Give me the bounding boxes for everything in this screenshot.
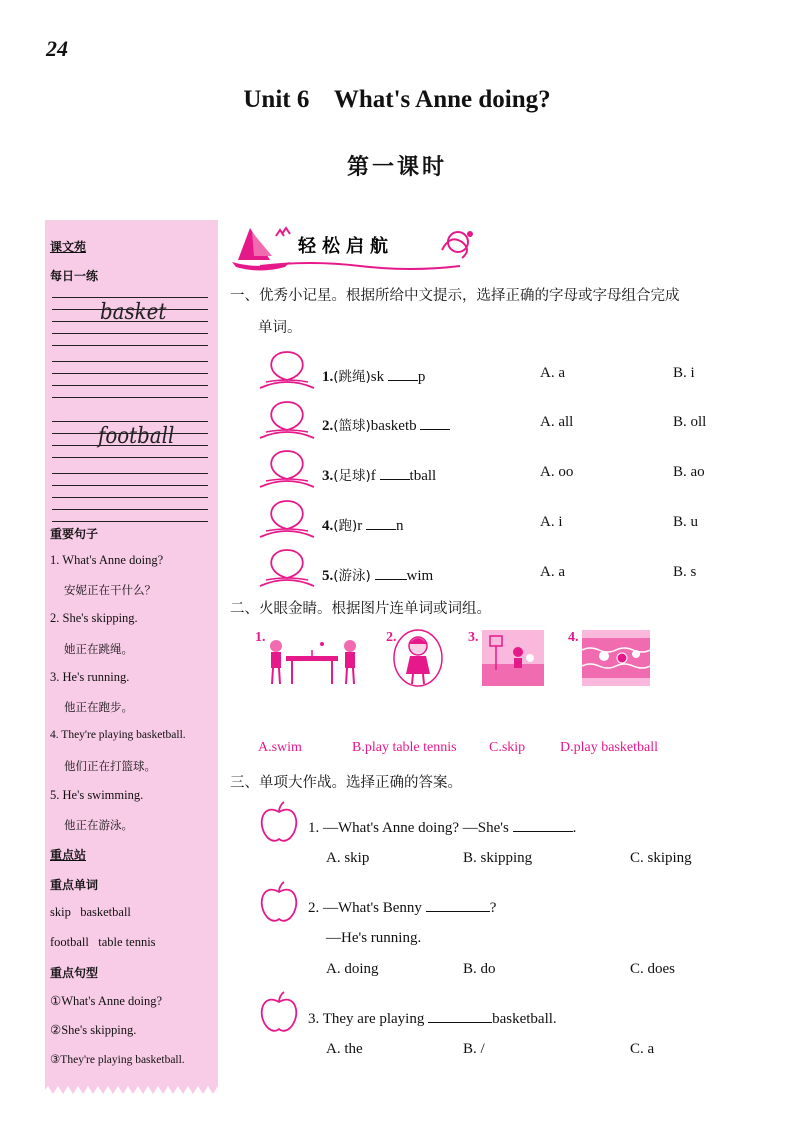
match-option[interactable]: D.play basketball: [560, 740, 658, 755]
item-number: 4.: [322, 518, 334, 534]
pattern: ①What's Anne doing?: [50, 994, 163, 1008]
option-b[interactable]: B. u: [673, 514, 699, 530]
question-1: [308, 819, 576, 837]
option-b[interactable]: B. skipping: [463, 850, 533, 866]
answer-blank[interactable]: [426, 899, 490, 912]
key-point-station: 重点站: [50, 848, 87, 862]
item-hint: (游泳): [333, 568, 371, 584]
match-option[interactable]: B.play table tennis: [352, 740, 457, 755]
option-a[interactable]: A. all: [540, 414, 574, 430]
sentence-zh: 他们正在打篮球。: [64, 759, 156, 773]
part2-instruction: 二、火眼金睛。根据图片连单词或词组。: [230, 601, 491, 617]
option-b[interactable]: B. ao: [673, 464, 705, 480]
banner-title: 轻松启航: [298, 236, 394, 257]
picture-number: 1.: [255, 630, 266, 645]
lesson-title: 第一课时: [346, 155, 447, 180]
key-words-heading: 重点单词: [50, 878, 99, 892]
answer-blank[interactable]: [380, 467, 410, 480]
daily-practice-label: 每日一练: [50, 269, 99, 283]
peach-icon: [256, 348, 318, 392]
peach-icon: [256, 398, 318, 442]
answer-blank[interactable]: [428, 1010, 492, 1023]
unit-title: Unit 6 What's Anne doing?: [243, 86, 551, 113]
answer-blank[interactable]: [366, 517, 396, 530]
question-2: [308, 899, 496, 917]
item-hint: (篮球): [333, 418, 371, 434]
question-text: 1. —What's Anne doing? —She's: [308, 820, 509, 836]
sentence-en: 3. He's running.: [50, 670, 130, 684]
question-text: 2. —What's Benny: [308, 900, 422, 916]
option-a[interactable]: A. doing: [326, 961, 379, 977]
item-suffix: wim: [406, 568, 434, 584]
pattern: ③They're playing basketball.: [50, 1054, 185, 1066]
option-c[interactable]: C. a: [630, 1041, 655, 1057]
apple-icon: [256, 800, 302, 844]
question-end: .: [572, 820, 577, 836]
answer-blank[interactable]: [513, 819, 573, 832]
question-end: ?: [489, 900, 497, 916]
answer-blank[interactable]: [420, 417, 450, 430]
option-c[interactable]: C. skiping: [630, 850, 692, 866]
part3-instruction: 三、单项大作战。选择正确的答案。: [230, 775, 462, 791]
option-b[interactable]: B. i: [673, 365, 695, 381]
option-b[interactable]: B. do: [463, 961, 496, 977]
picture-number: 2.: [386, 630, 397, 645]
sidebar-section-title: 课文苑: [50, 240, 87, 254]
option-a[interactable]: A. a: [540, 564, 565, 580]
item-prefix: f: [370, 468, 376, 484]
key-words-line: football table tennis: [50, 935, 156, 949]
option-a[interactable]: A. a: [540, 365, 565, 381]
item-hint: (跑): [333, 518, 358, 534]
item-prefix: r: [357, 518, 363, 534]
picture-number: 4.: [568, 630, 579, 645]
question-text: 3. They are playing: [308, 1011, 425, 1027]
item-number: 1.: [322, 369, 334, 385]
sentence-en: 1. What's Anne doing?: [50, 553, 164, 567]
part1-instruction: 一、优秀小记星。根据所给中文提示，选择正确的字母或字母组合完成: [230, 288, 680, 304]
table-tennis-picture: [266, 632, 362, 690]
answer-blank[interactable]: [388, 368, 418, 381]
part1-instruction-cont: 单词。: [258, 320, 302, 336]
peach-icon: [256, 546, 318, 590]
option-b[interactable]: B. s: [673, 564, 697, 580]
item-suffix: p: [417, 369, 426, 385]
page-number: 24: [46, 36, 68, 61]
question-3: [308, 1010, 557, 1028]
match-option[interactable]: C.skip: [489, 740, 526, 755]
pattern: ②She's skipping.: [50, 1023, 137, 1037]
apple-icon: [256, 990, 302, 1034]
sentence-zh: 安妮正在干什么？: [64, 583, 156, 597]
item-prefix: sk: [370, 369, 385, 385]
fill-item: [322, 514, 404, 535]
option-a[interactable]: A. i: [540, 514, 563, 530]
match-option[interactable]: A.swim: [258, 740, 302, 755]
fill-item: [322, 564, 433, 585]
picture-number: 3.: [468, 630, 479, 645]
apple-icon: [256, 880, 302, 924]
fill-item: [322, 464, 436, 485]
key-sentences-heading: 重要句子: [50, 527, 99, 541]
sentence-en: 4. They're playing basketball.: [50, 729, 186, 741]
swimming-picture: [582, 630, 650, 686]
sentence-zh: 他正在游泳。: [64, 818, 133, 832]
item-number: 3.: [322, 468, 334, 484]
question-response: —He's running.: [326, 930, 422, 946]
item-hint: (足球): [333, 468, 371, 484]
item-hint: (跳绳): [333, 369, 371, 385]
option-a[interactable]: A. the: [326, 1041, 363, 1057]
sentence-zh: 他正在跑步。: [64, 700, 133, 714]
sentence-en: 5. He's swimming.: [50, 788, 144, 802]
fill-item: [322, 365, 425, 386]
sentence-en: 2. She's skipping.: [50, 611, 138, 625]
option-a[interactable]: A. skip: [326, 850, 370, 866]
handwriting-word: football: [98, 424, 175, 449]
item-suffix: tball: [409, 468, 437, 484]
handwriting-word: basket: [100, 300, 167, 325]
option-b[interactable]: B. /: [463, 1041, 485, 1057]
fill-item: [322, 414, 450, 435]
option-a[interactable]: A. oo: [540, 464, 574, 480]
key-words-line: skip basketball: [50, 905, 131, 919]
peach-icon: [256, 497, 318, 541]
option-b[interactable]: B. oll: [673, 414, 707, 430]
zigzag-edge: [45, 1084, 218, 1094]
sentence-zh: 她正在跳绳。: [64, 642, 133, 656]
answer-blank[interactable]: [375, 567, 407, 580]
peach-icon: [256, 447, 318, 491]
skipping-girl-picture: [392, 628, 444, 690]
question-end: basketball.: [492, 1011, 557, 1027]
basketball-picture: [482, 630, 544, 686]
key-patterns-heading: 重点句型: [50, 966, 99, 980]
item-number: 5.: [322, 568, 334, 584]
item-prefix: basketb: [370, 418, 417, 434]
item-suffix: n: [396, 518, 404, 534]
item-number: 2.: [322, 418, 334, 434]
option-c[interactable]: C. does: [630, 961, 675, 977]
